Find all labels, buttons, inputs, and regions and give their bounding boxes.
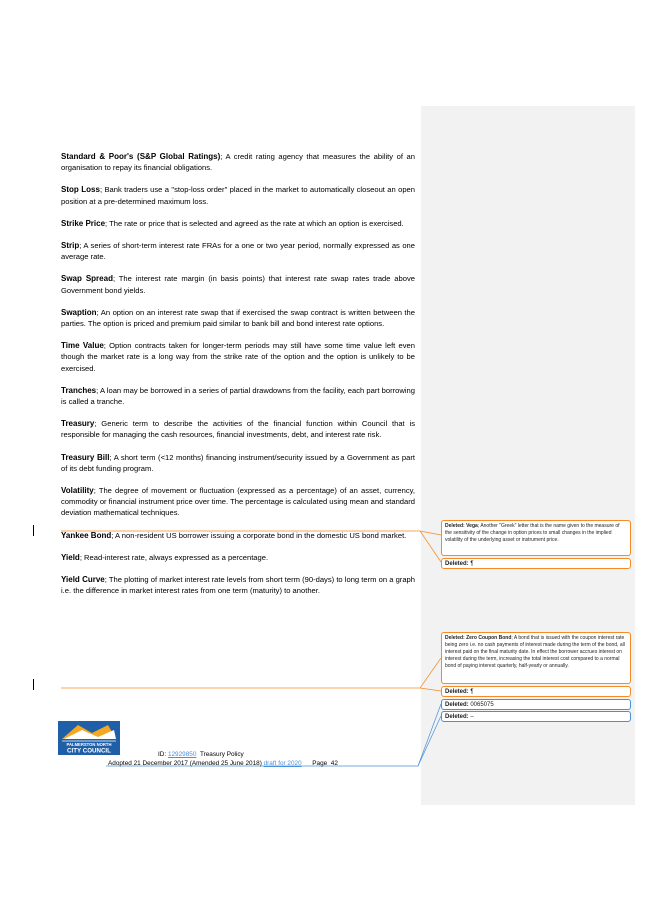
glossary-term: Volatility (61, 486, 94, 496)
glossary-term: Standard & Poor's (S&P Global Ratings) (61, 152, 221, 161)
glossary-definition: ; An option on an interest rate swap that if exercised the swap contract is written between the parties. The option is priced and premium paid similar to bank bill and bond interest rate options. (61, 307, 415, 329)
comment-deleted-paragraph-1[interactable]: Deleted: ¶ (441, 558, 631, 569)
glossary-term: Strip (61, 241, 80, 251)
comment-deleted-vega[interactable]: Deleted: Vega; Another "Greek" letter that is the name given to the measure of the sensitivity of the change in option prices to small changes in the implied volatility of the underlying asset or instrument price. (441, 520, 631, 556)
glossary-definition: ; The plotting of market interest rate levels from short term (90-days) to long term on a graph i.e. the difference in market interest rates from one term (maturity) to another. (61, 575, 416, 596)
glossary-term: Swap Spread (61, 274, 113, 284)
glossary-term: Swaption (61, 307, 97, 317)
comment-deleted-zero-coupon[interactable]: Deleted: Zero Coupon Bond; A bond that is issued with the coupon interest rate being zero i.e. no cash payments of interest made during the term of the bond, all interest paid on the final maturity date. In effect the borrower accrues interest on interest during the term, increasing the total interest cost compared to a normal bond of paying interest quarterly, half-yearly or annually. (441, 632, 631, 684)
glossary-definition: ; A non-resident US borrower issuing a corporate bond in the domestic US bond market. (111, 530, 407, 540)
glossary-term: Treasury (61, 419, 95, 429)
comment-deleted-number[interactable]: Deleted: 0065075 (441, 699, 631, 710)
glossary-term: Strike Price (61, 218, 106, 228)
glossary-definition: ; A loan may be borrowed in a series of partial drawdowns from the facility, each part borrowing is called a tranche. (61, 385, 415, 407)
comment-deleted-paragraph-2[interactable]: Deleted: ¶ (441, 686, 631, 697)
logo-line-2: CITY COUNCIL (67, 747, 111, 755)
glossary-definition: ; The degree of movement or fluctuation (expressed as a percentage) of an asset, currency, commodity or financial instrument price over time. The percentage is calculated using mean and standard deviation mathematical techniques. (61, 486, 415, 518)
glossary-term: Treasury Bill (61, 452, 110, 462)
glossary-term: Yankee Bond (61, 530, 112, 540)
page-footer (58, 721, 418, 771)
comment-deleted-dash[interactable]: Deleted: – (441, 711, 631, 722)
inserted-id: 12929850 (167, 751, 197, 758)
council-logo-icon (58, 721, 120, 755)
logo-line-1: PALMERSTON NORTH (66, 742, 112, 747)
glossary-definition: ; Generic term to describe the activities of the financial function within Council that is responsible for managing the cash resources, financial investments, debt, and interest rate risk. (61, 419, 415, 440)
glossary-definition: ; The interest rate margin (in basis points) that interest rate swap rates trade above Government bond yields. (61, 274, 416, 295)
glossary-definition: ; A credit rating agency that measures the ability of an organisation to repay its financial obligations. (61, 152, 415, 173)
glossary-term: Tranches (61, 385, 97, 395)
glossary-definition: ; The rate or price that is selected and agreed as the rate at which an option is exercised. (105, 218, 404, 228)
glossary-definition: ; Bank traders use a "stop-loss order" placed in the market to automatically closeout an open position at a pre-determined maximum loss. (61, 185, 416, 206)
inserted-draft: draft for 2020 (263, 760, 302, 767)
glossary-term: Yield (61, 552, 80, 562)
document-id: ID: 12929850 Treasury Policy (158, 751, 244, 758)
glossary-term: Time Value (61, 341, 104, 351)
glossary-definition: ; A series of short-term interest rate FRAs for a one or two year period, normally expressed as one average rate. (61, 241, 415, 262)
adoption-line: Adopted 21 December 2017 (Amended 25 June 2018) draft for 2020 Page 42 (108, 760, 338, 767)
glossary-term: Stop Loss (61, 185, 100, 195)
glossary-definition: ; A short term (<12 months) financing instrument/security issued by a Government as part of its debt funding program. (61, 452, 415, 473)
glossary-definition: ; Option contracts taken for longer-term periods may still have some time value left even though the market rate is a long way from the strike rate of the option and the option is unlikely to be exercised. (61, 341, 415, 373)
glossary-term: Yield Curve (61, 575, 105, 585)
glossary-definition: ; Read-interest rate, always expressed as a percentage. (79, 552, 269, 562)
